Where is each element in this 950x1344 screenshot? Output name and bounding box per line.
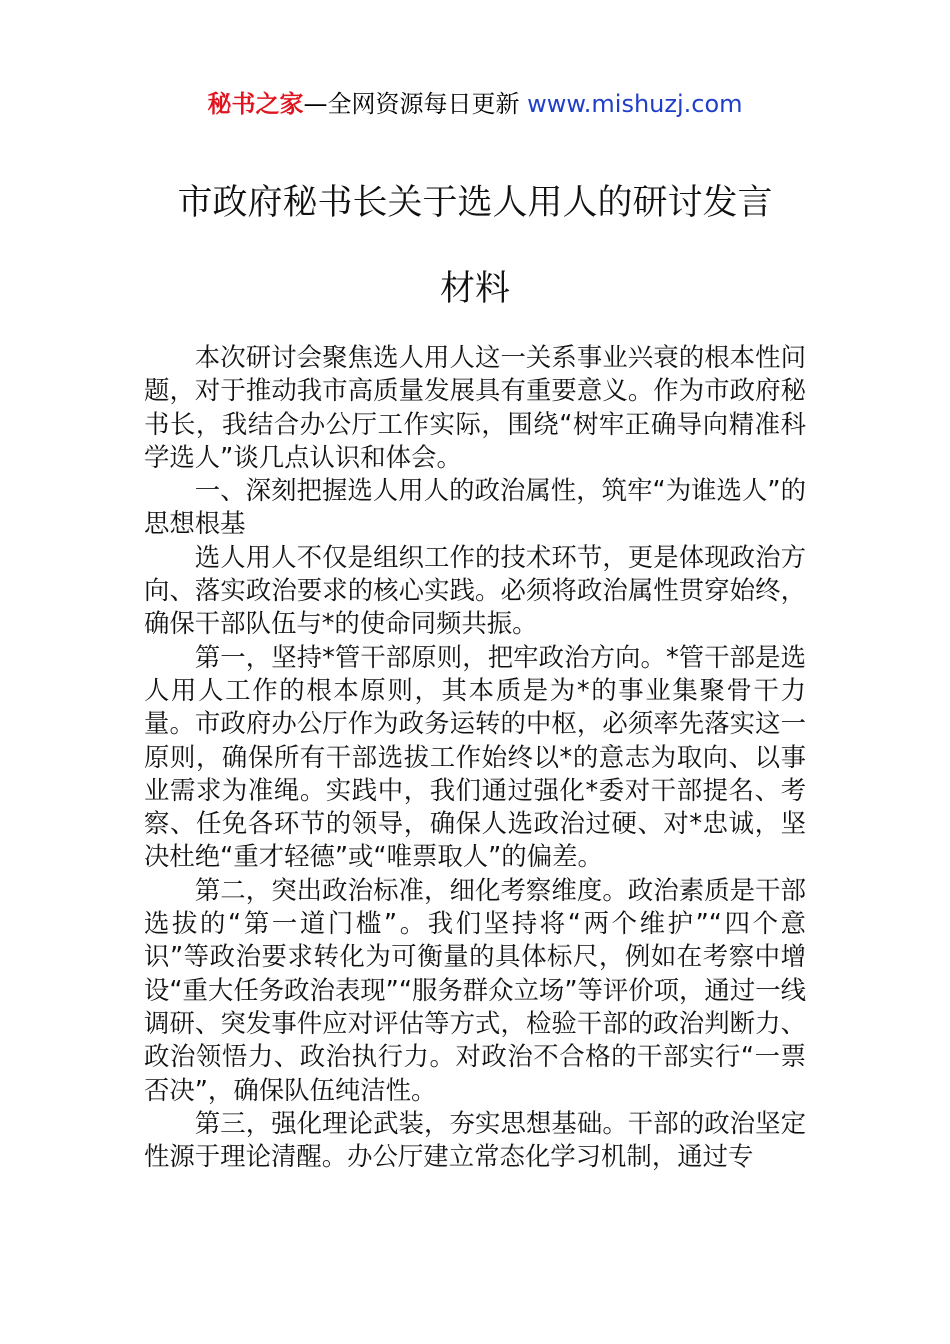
paragraph-intro: 本次研讨会聚焦选人用人这一关系事业兴衰的根本性问题，对于推动我市高质量发展具有重要意义。作为市政府秘书长，我结合办公厅工作实际，围绕“树牢正确导向精准科学选人”谈几点认识和体会。 (144, 342, 806, 472)
paragraph-point-2: 第二，突出政治标准，细化考察维度。政治素质是干部选拔的“第一道门槛”。我们坚持将“两个维护”“四个意识”等政治要求转化为可衡量的具体标尺，例如在考察中增设“重大任务政治表现”“服务群众立场”等评价项，通过一线调研、突发事件应对评估等方式，检验干部的政治判断力、政治领悟力、政治执行力。对政治不合格的干部实行“一票否决”，确保队伍纯洁性。 (144, 874, 806, 1105)
paragraph-section-1: 选人用人不仅是组织工作的技术环节，更是体现政治方向、落实政治要求的核心实践。必须将政治属性贯穿始终，确保干部队伍与*的使命同频共振。 (144, 541, 806, 639)
site-slogan: —全网资源每日更新 (303, 90, 520, 118)
document-title (0, 160, 950, 332)
site-url-link[interactable]: www.mishuzj.com (527, 90, 743, 118)
site-header (0, 86, 950, 122)
paragraph-point-1: 第一，坚持*管干部原则，把牢政治方向。*管干部是选人用人工作的根本原则，其本质是为*的事业集聚骨干力量。市政府办公厅作为政务运转的中枢，必须率先落实这一原则，确保所有干部选拔工作始终以*的意志为取向、以事业需求为准绳。实践中，我们通过强化*委对干部提名、考察、任免各环节的领导，确保人选政治过硬、对*忠诚，坚决杜绝“重才轻德”或“唯票取人”的偏差。 (144, 641, 806, 872)
title-line-2: 材料 (439, 269, 510, 309)
title-line-1: 市政府秘书长关于选人用人的研讨发言 (177, 183, 773, 223)
paragraph-point-3: 第三，强化理论武装，夯实思想基础。干部的政治坚定性源于理论清醒。办公厅建立常态化学习机制，通过专 (144, 1107, 806, 1172)
document-body (144, 341, 806, 1173)
section-heading-1: 一、深刻把握选人用人的政治属性，筑牢“为谁选人”的思想根基 (144, 475, 806, 539)
site-brand: 秘书之家 (207, 90, 304, 118)
